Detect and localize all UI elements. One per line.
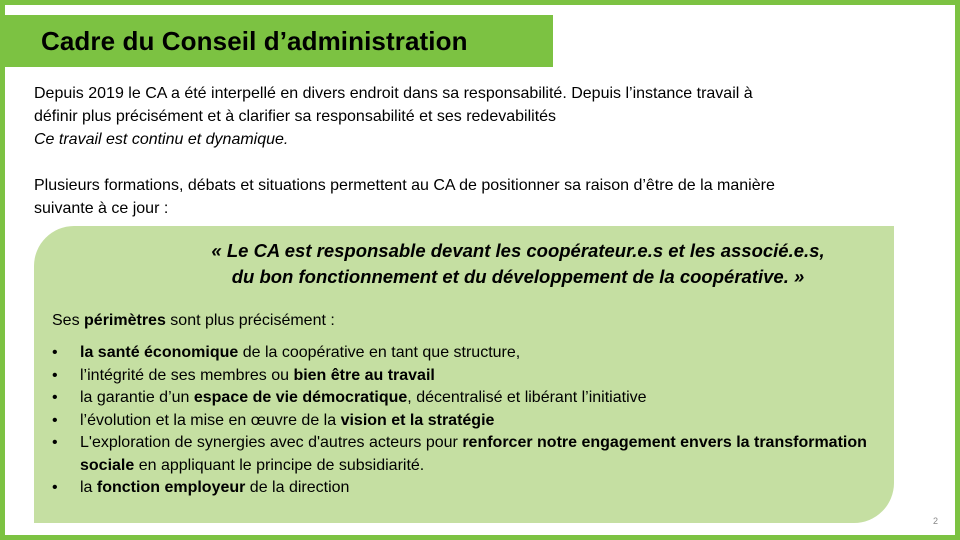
intro-italic-line: Ce travail est continu et dynamique.: [34, 131, 289, 148]
intro-line: Depuis 2019 le CA a été interpellé en divers endroit dans sa responsabilité. Depuis l’instance travail à: [34, 85, 753, 102]
intro-line: définir plus précisément et à clarifier sa responsabilité et ses redevabilités: [34, 108, 557, 125]
intro-line: suivante à ce jour :: [34, 200, 169, 217]
title-bar: [0, 15, 553, 67]
list-item: • la garantie d’un espace de vie démocratique, décentralisé et libérant l’initiative: [52, 387, 882, 410]
slide-title: Cadre du Conseil d’administration: [41, 25, 468, 56]
mission-panel: [34, 226, 894, 523]
mission-quote: [34, 238, 894, 290]
intro-text: [34, 82, 894, 220]
list-item: • l’évolution et la mise en œuvre de la vision et la stratégie: [52, 410, 882, 433]
list-item: • la fonction employeur de la direction: [52, 477, 882, 500]
perimetres-heading: Ses périmètres sont plus précisément :: [52, 312, 335, 329]
quote-line: du bon fonctionnement et du développement de la coopérative. »: [231, 266, 805, 287]
perimetres-list: [52, 342, 882, 500]
list-item: • l’intégrité de ses membres ou bien être au travail: [52, 365, 882, 388]
slide-number: 2: [932, 516, 938, 526]
list-item: • L'exploration de synergies avec d'autres acteurs pour renforcer notre engagement envers la transformation sociale en appliquant le principe de subsidiarité.: [52, 432, 882, 477]
intro-line: Plusieurs formations, débats et situations permettent au CA de positionner sa raison d’être de la manière: [34, 177, 775, 194]
list-item: • la santé économique de la coopérative en tant que structure,: [52, 342, 882, 365]
quote-line: « Le CA est responsable devant les coopérateur.e.s et les associé.e.s,: [211, 240, 825, 261]
